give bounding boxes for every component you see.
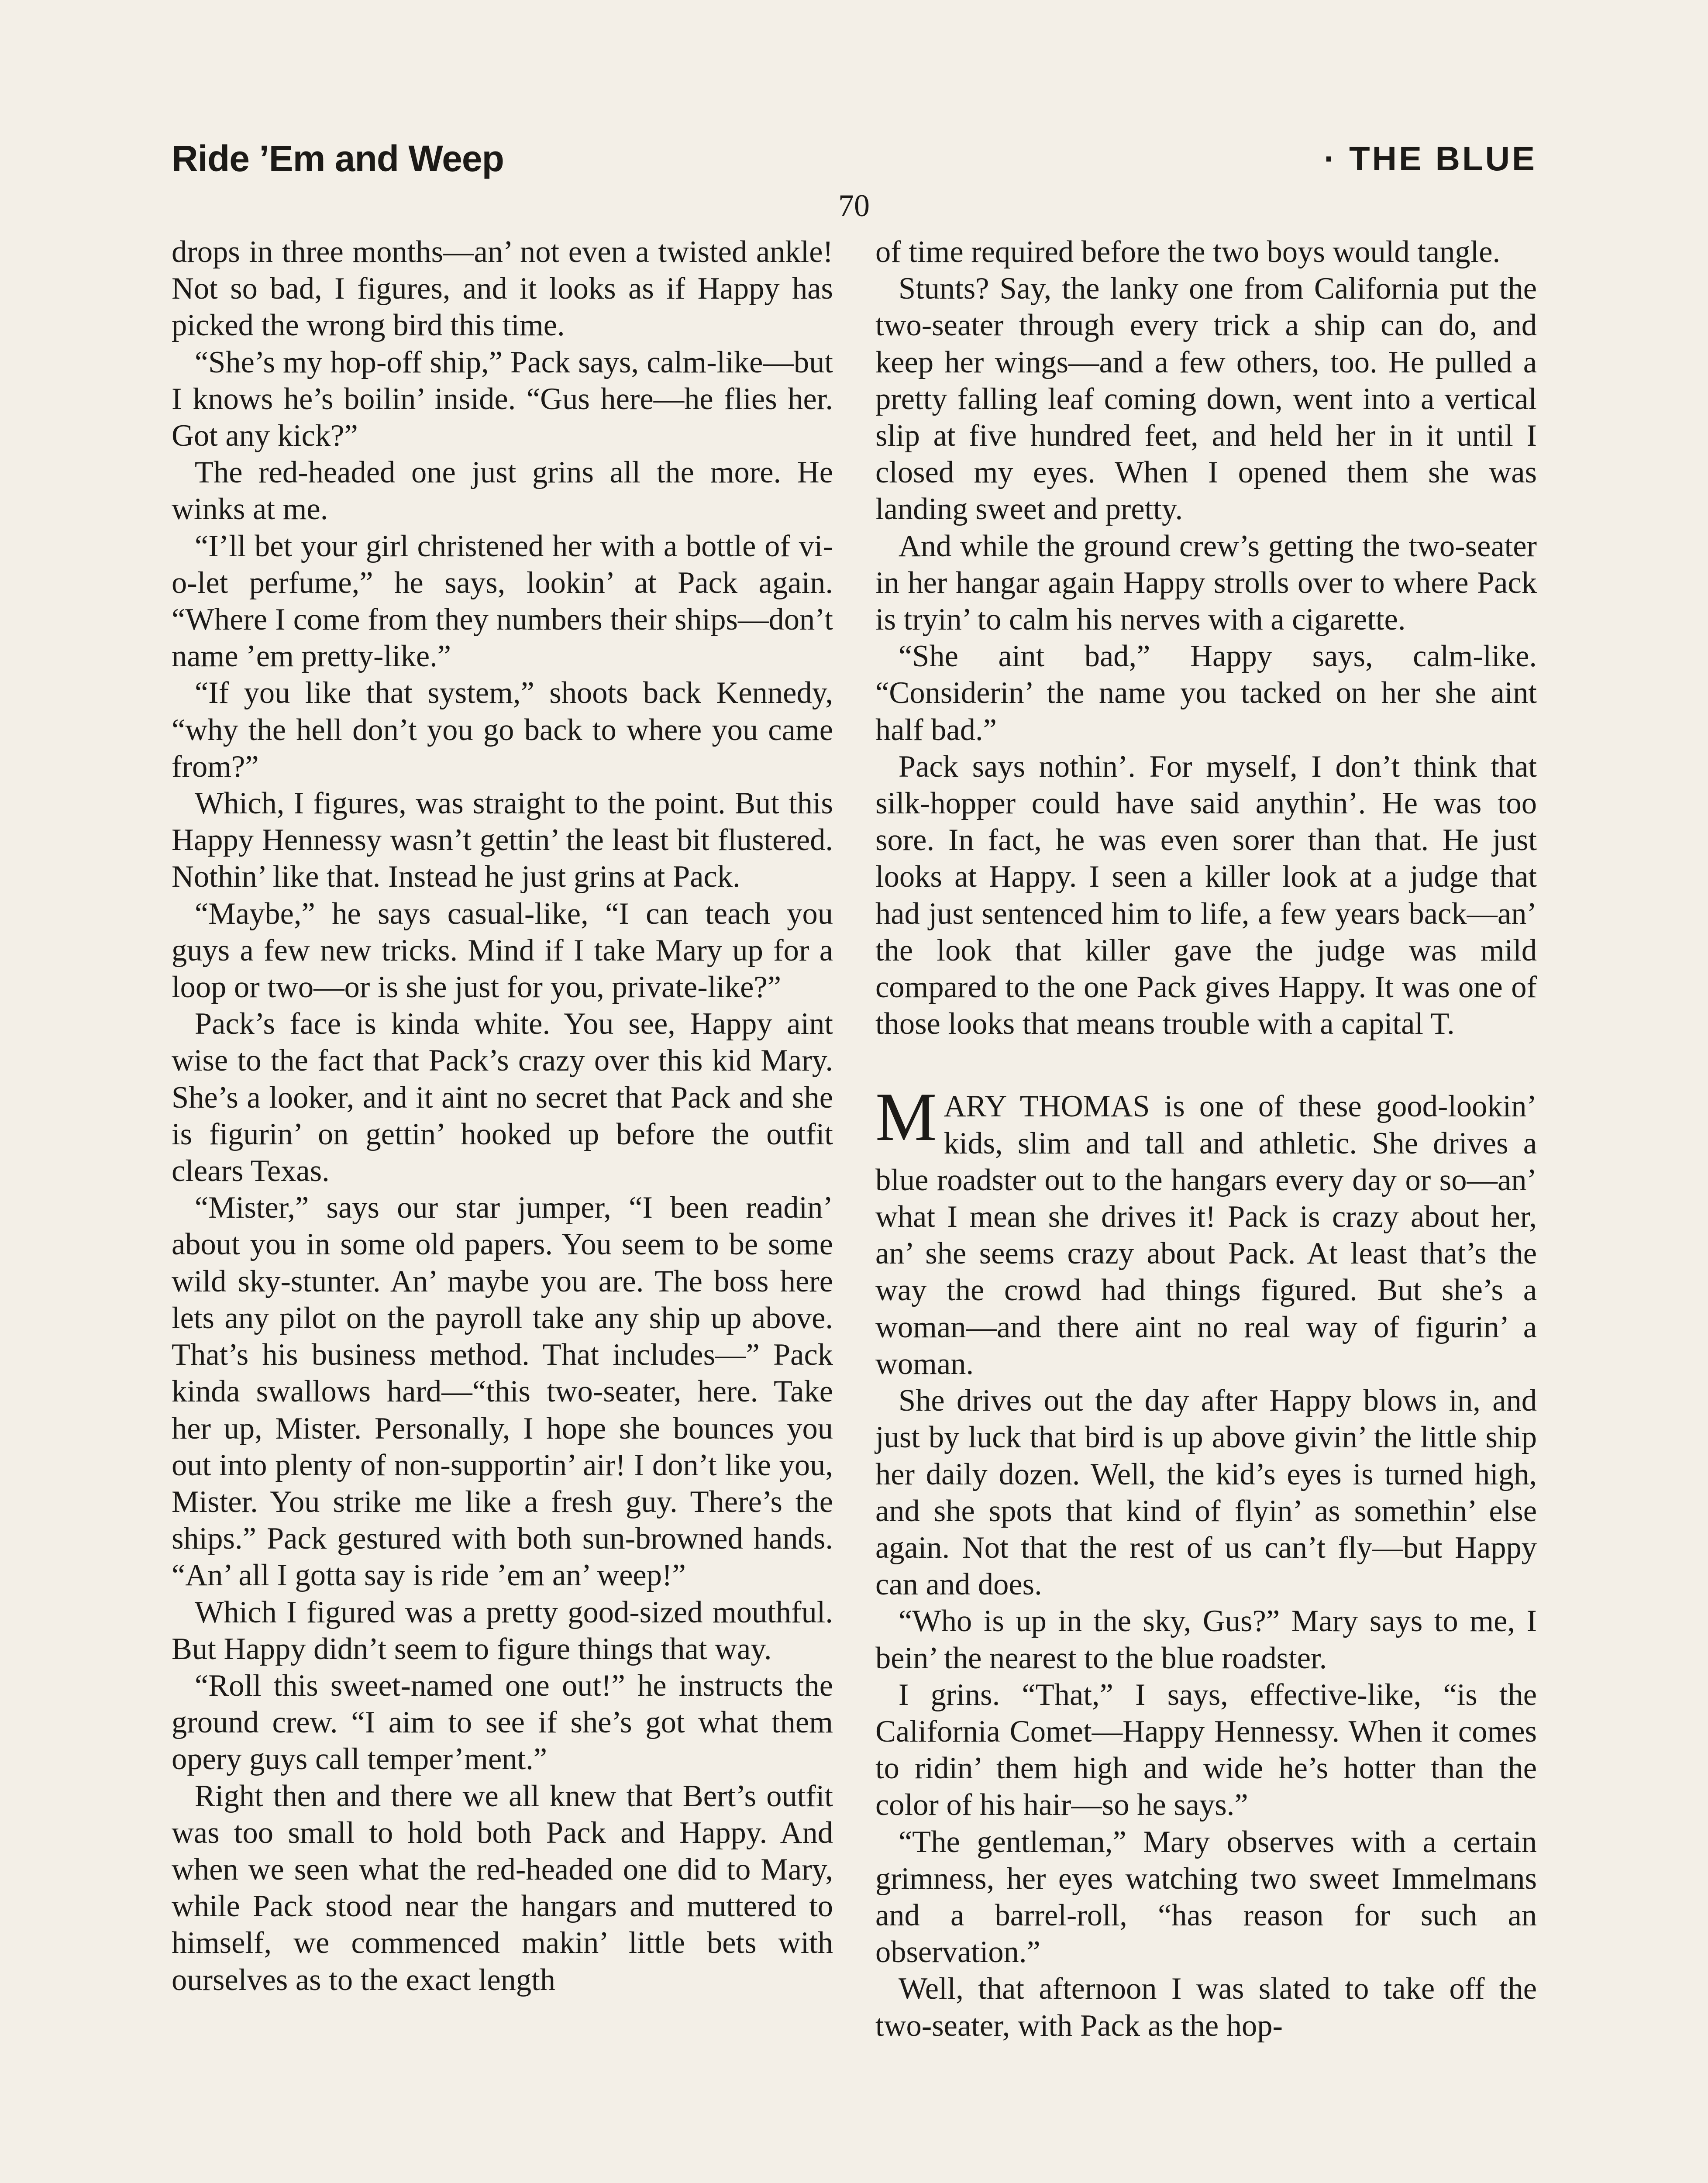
paragraph: I grins. “That,” I says, effective-like, “is the California Comet—Happy Hennessy. When it comes to ridin’ them high and wide he’s hotter than the color of his hair—so he says.”: [875, 1677, 1537, 1822]
paragraph: “Maybe,” he says casual-like, “I can teach you guys a few new tricks. Mind if I take Mary up for a loop or two—or is she just for you, private-like?”: [172, 896, 833, 1005]
paragraph: of time required before the two boys would tangle.: [875, 235, 1501, 269]
paragraph: Well, that afternoon I was slated to take off the two-seater, with Pack as the hop-: [875, 1972, 1537, 2043]
paragraph: “She aint bad,” Happy says, calm-like. “Considerin’ the name you tacked on her she aint half bad.”: [875, 639, 1537, 747]
paragraph: “Mister,” says our star jumper, “I been readin’ about you in some old papers. You seem to be some wild sky-stunter. An’ maybe you are. The boss here lets any pilot on the payroll take any ship up above. That’s his business method. That includes—” Pack kinda swallows hard—“this two-seater, here. Take her up, Mister. Personally, I hope she bounces you out into plenty of non-supportin’ air! I don’t like you, Mister. You strike me like a fresh guy. There’s the ships.” Pack gestured with both sun-browned hands. “An’ all I gotta say is ride ’em an’ weep!”: [172, 1191, 833, 1593]
paragraph: “Roll this sweet-named one out!” he instructs the ground crew. “I aim to see if she’s got what them opery guys call temper’ment.”: [172, 1668, 833, 1777]
paragraph: “The gentleman,” Mary observes with a certain grimness, her eyes watching two sweet Immelmans and a barrel-roll, “has reason for such an observation.”: [875, 1825, 1537, 1970]
page-number: 70: [838, 188, 870, 223]
paragraph: Which I figured was a pretty good-sized mouthful. But Happy didn’t seem to figure things that way.: [172, 1595, 833, 1666]
paragraph: And while the ground crew’s getting the two-seater in her hangar again Happy strolls over to where Pack is tryin’ to calm his nerves with a cigarette.: [875, 529, 1537, 637]
paragraph: drops in three months—an’ not even a twisted ankle! Not so bad, I figures, and it looks as if Happy has picked the wrong bird this time.: [172, 235, 833, 343]
paragraph: Stunts? Say, the lanky one from California put the two-seater through every trick a ship can do, and keep her wings—and a few others, too. He pulled a pretty falling leaf coming down, went into a vertical slip at five hundred feet, and held her in it until I closed my eyes. When I opened them she was landing sweet and pretty.: [875, 272, 1537, 527]
drop-cap-letter: M: [875, 1079, 937, 1156]
paragraph: “Who is up in the sky, Gus?” Mary says to me, I bein’ the nearest to the blue roadster.: [875, 1604, 1537, 1675]
paragraph-text: ARY THOMAS is one of these good-lookin’ kids, slim and tall and athletic. She drives a blue roadster out to the hangars every day or so—an’ what I mean she drives it! Pack is crazy about her, an’ she seems crazy about Pack. At least that’s the way the crowd had things figured. But she’s a woman—and there aint no real way of figurin’ a woman.: [875, 1089, 1537, 1381]
paragraph: Pack’s face is kinda white. You see, Happy aint wise to the fact that Pack’s crazy over this kid Mary. She’s a looker, and it aint no secret that Pack and she is figurin’ on gettin’ hooked up before the outfit clears Texas.: [172, 1007, 833, 1188]
paragraph: She drives out the day after Happy blows in, and just by luck that bird is up above givin’ the little ship her daily dozen. Well, the kid’s eyes is turned high, and she spots that kind of flyin’ as somethin’ else again. Not that the rest of us can’t fly—but Happy can and does.: [875, 1384, 1537, 1602]
magazine-name: · THE BLUE: [1324, 139, 1537, 178]
paragraph: “If you like that system,” shoots back Kennedy, “why the hell don’t you go back to where you came from?”: [172, 676, 833, 784]
paragraph: The red-headed one just grins all the more. He winks at me.: [172, 455, 833, 527]
story-title: Ride ’Em and Weep: [172, 138, 504, 179]
paragraph: “I’ll bet your girl christened her with a bottle of vi-o-let perfume,” he says, lookin’ at Pack again. “Where I come from they numbers their ships—don’t name ’em pretty-like.”: [172, 529, 833, 674]
paragraph: Right then and there we all knew that Bert’s outfit was too small to hold both Pack and Happy. And when we seen what the red-headed one did to Mary, while Pack stood near the hangars and muttered to himself, we commenced makin’ little bets with ourselves as to the exact length: [172, 1779, 833, 1997]
paragraph: Which, I figures, was straight to the point. But this Happy Hennessy wasn’t gettin’ the least bit flustered. Nothin’ like that. Instead he just grins at Pack.: [172, 786, 833, 894]
section-opening-paragraph: [875, 1079, 1537, 1382]
right-column: [875, 234, 1537, 2044]
paragraph: “She’s my hop-off ship,” Pack says, calm-like—but I knows he’s boilin’ inside. “Gus here—he flies her. Got any kick?”: [172, 345, 833, 453]
paragraph: Pack says nothin’. For myself, I don’t think that silk-hopper could have said anythin’. He was too sore. In fact, he was even sorer than that. He just looks at Happy. I seen a killer look at a judge that had just sentenced him to life, a few years back—an’ the look that killer gave the judge was mild compared to the one Pack gives Happy. It was one of those looks that means trouble with a capital T.: [875, 749, 1537, 1041]
left-column: [172, 234, 833, 1998]
